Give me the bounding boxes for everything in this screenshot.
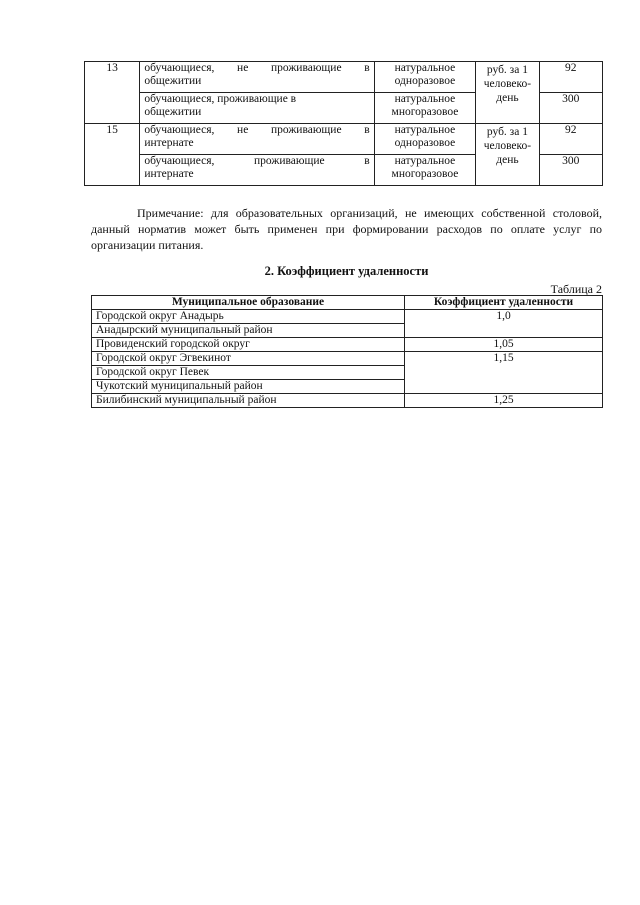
table-header-row bbox=[92, 296, 603, 310]
municipality-cell: Билибинский муниципальный район bbox=[92, 394, 405, 408]
meal-type-cell: натуральное одноразовое bbox=[374, 124, 476, 155]
column-header-coefficient: Коэффициент удаленности bbox=[405, 296, 603, 310]
municipality-cell: Провиденский городской округ bbox=[92, 338, 405, 352]
table-row bbox=[92, 394, 603, 408]
value-cell: 300 bbox=[539, 93, 602, 124]
municipality-cell: Анадырский муниципальный район bbox=[92, 324, 405, 338]
municipality-cell: Городской округ Анадырь bbox=[92, 310, 405, 324]
category-cell: обучающиеся, проживающие в интернате bbox=[140, 155, 374, 186]
table-row bbox=[92, 338, 603, 352]
food-norms-table bbox=[84, 61, 603, 186]
meal-type-cell: натуральное одноразовое bbox=[374, 62, 476, 93]
value-cell: 300 bbox=[539, 155, 602, 186]
section-title: 2. Коэффициент удаленности bbox=[264, 264, 429, 278]
note-paragraph: Примечание: для образовательных организаций, не имеющих собственной столовой, данный норматив может быть применен при формировании расходов по оплате услуг по организации питания. bbox=[91, 206, 602, 252]
remoteness-coefficient-table bbox=[91, 295, 603, 408]
category-cell: обучающиеся, проживающие в общежитии bbox=[140, 93, 374, 124]
row-number: 13 bbox=[85, 62, 140, 124]
coefficient-cell: 1,05 bbox=[405, 338, 603, 352]
value-cell: 92 bbox=[539, 124, 602, 155]
table-row bbox=[92, 352, 603, 366]
table-row bbox=[85, 124, 603, 155]
unit-cell: руб. за 1 человеко-день bbox=[476, 62, 539, 124]
category-cell: обучающиеся, не проживающие в интернате bbox=[140, 124, 374, 155]
coefficient-cell: 1,0 bbox=[405, 310, 603, 338]
column-header-municipality: Муниципальное образование bbox=[92, 296, 405, 310]
table-row bbox=[85, 62, 603, 93]
coefficient-cell: 1,15 bbox=[405, 352, 603, 394]
unit-cell: руб. за 1 человеко-день bbox=[476, 124, 539, 186]
municipality-cell: Чукотский муниципальный район bbox=[92, 380, 405, 394]
meal-type-cell: натуральное многоразовое bbox=[374, 155, 476, 186]
table-row bbox=[92, 310, 603, 324]
coefficient-cell: 1,25 bbox=[405, 394, 603, 408]
municipality-cell: Городской округ Певек bbox=[92, 366, 405, 380]
table-caption: Таблица 2 bbox=[550, 282, 602, 296]
municipality-cell: Городской округ Эгвекинот bbox=[92, 352, 405, 366]
category-cell: обучающиеся, не проживающие в общежитии bbox=[140, 62, 374, 93]
row-number: 15 bbox=[85, 124, 140, 186]
value-cell: 92 bbox=[539, 62, 602, 93]
meal-type-cell: натуральное многоразовое bbox=[374, 93, 476, 124]
